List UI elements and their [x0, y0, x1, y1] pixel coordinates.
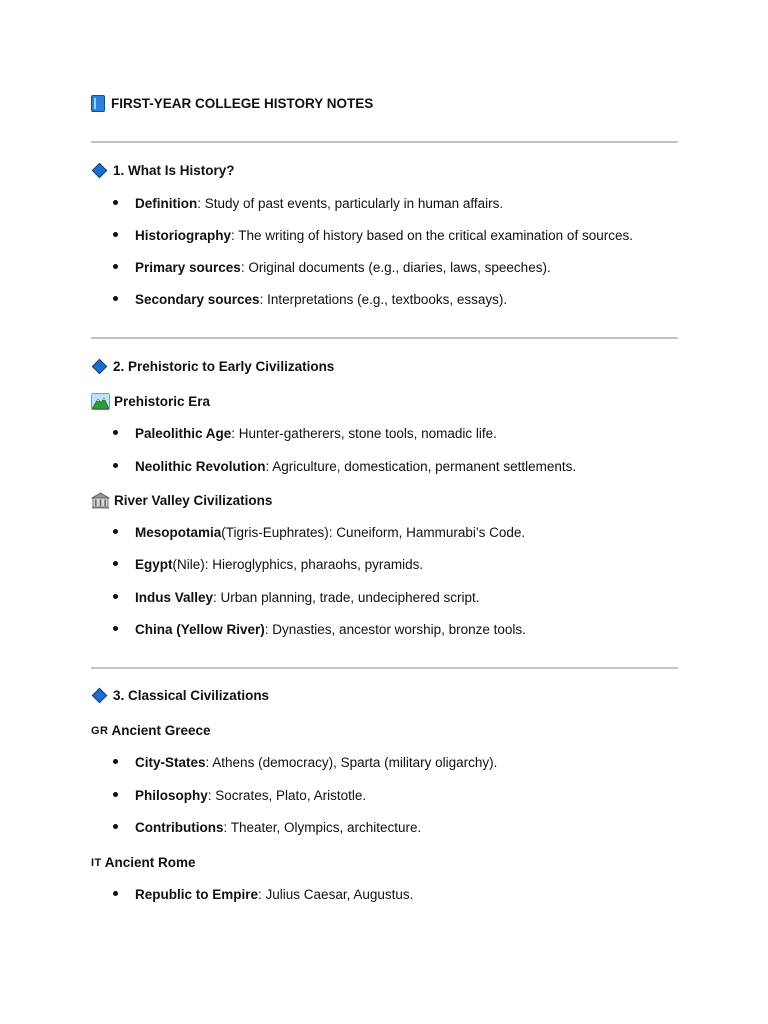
list-item-term: Philosophy: [135, 788, 208, 803]
temple-icon: [91, 492, 110, 509]
list-item-term: Contributions: [135, 820, 224, 835]
subsection-heading-text: Ancient Rome: [104, 855, 196, 870]
section-heading-text: 1. What Is History?: [113, 163, 235, 178]
list-item-text: (Tigris-Euphrates): Cuneiform, Hammurabi’s Code.: [221, 525, 526, 540]
bullet: [113, 463, 118, 468]
diamond-icon: [92, 688, 108, 704]
divider: [91, 141, 678, 143]
list-item-text: : Hunter-gatherers, stone tools, nomadic life.: [231, 426, 497, 441]
bullet: [113, 296, 118, 301]
document-title-text: FIRST-YEAR COLLEGE HISTORY NOTES: [111, 96, 374, 111]
list-item: [113, 228, 633, 243]
list-item: [113, 260, 551, 275]
subsection-heading-prehistoric: [91, 393, 210, 410]
list-item-text: : Dynasties, ancestor worship, bronze tools.: [264, 622, 526, 637]
list-item: [113, 820, 421, 835]
list-item-text: : Urban planning, trade, undeciphered script.: [213, 590, 480, 605]
subsection-heading-greece: [91, 723, 211, 738]
section-heading-1: [91, 163, 235, 178]
subsection-heading-river-valley: [91, 492, 272, 509]
document-title: [91, 95, 373, 112]
list-item-term: Republic to Empire: [135, 887, 259, 902]
list-item-text: : Socrates, Plato, Aristotle.: [207, 788, 367, 803]
section-heading-text: 2. Prehistoric to Early Civilizations: [113, 359, 335, 374]
list-item: [113, 622, 526, 637]
bullet: [113, 824, 118, 829]
list-item: [113, 788, 366, 803]
subsection-heading-text: River Valley Civilizations: [114, 493, 273, 508]
subsection-heading-text: Ancient Greece: [111, 723, 211, 738]
list-item-term: Secondary sources: [135, 292, 260, 307]
bullet: [113, 891, 118, 896]
list-item-term: Mesopotamia: [135, 525, 222, 540]
list-item-term: Egypt: [135, 557, 173, 572]
list-item-term: Definition: [135, 196, 198, 211]
list-item-text: : The writing of history based on the critical examination of sources.: [231, 228, 633, 243]
list-item-text: : Study of past events, particularly in human affairs.: [197, 196, 504, 211]
list-item: [113, 525, 525, 540]
list-item-term: Paleolithic Age: [135, 426, 232, 441]
list-item-term: Historiography: [135, 228, 232, 243]
list-item-text: : Interpretations (e.g., textbooks, essays).: [259, 292, 508, 307]
bullet: [113, 200, 118, 205]
bullet: [113, 594, 118, 599]
list-item-term: China (Yellow River): [135, 622, 265, 637]
list-item: [113, 755, 497, 770]
list-item: [113, 292, 507, 307]
section-heading-3: [91, 688, 269, 703]
subsection-heading-rome: [91, 855, 196, 870]
bullet: [113, 792, 118, 797]
divider: [91, 337, 678, 339]
bullet: [113, 529, 118, 534]
list-item: [113, 887, 413, 902]
list-item-text: : Julius Caesar, Augustus.: [258, 887, 414, 902]
list-item: [113, 590, 479, 605]
book-icon: [91, 95, 105, 112]
list-item-term: Neolithic Revolution: [135, 459, 266, 474]
italy-flag-icon: IT: [91, 856, 102, 869]
list-item: [113, 459, 576, 474]
list-item-text: : Original documents (e.g., diaries, laws, speeches).: [240, 260, 551, 275]
diamond-icon: [92, 359, 108, 375]
list-item-text: : Athens (democracy), Sparta (military oligarchy).: [205, 755, 498, 770]
mountain-icon: [91, 393, 110, 410]
section-heading-text: 3. Classical Civilizations: [113, 688, 270, 703]
bullet: [113, 626, 118, 631]
list-item-term: Primary sources: [135, 260, 241, 275]
subsection-heading-text: Prehistoric Era: [114, 394, 211, 409]
list-item: [113, 426, 497, 441]
section-heading-2: [91, 359, 334, 374]
greece-flag-icon: GR: [91, 724, 109, 737]
list-item-term: Indus Valley: [135, 590, 214, 605]
divider: [91, 667, 678, 669]
bullet: [113, 232, 118, 237]
list-item-text: : Theater, Olympics, architecture.: [223, 820, 422, 835]
diamond-icon: [92, 163, 108, 179]
list-item-text: : Agriculture, domestication, permanent settlements.: [265, 459, 577, 474]
bullet: [113, 759, 118, 764]
list-item-term: City-States: [135, 755, 206, 770]
list-item: [113, 557, 423, 572]
list-item: [113, 196, 503, 211]
bullet: [113, 264, 118, 269]
bullet: [113, 561, 118, 566]
bullet: [113, 430, 118, 435]
list-item-text: (Nile): Hieroglyphics, pharaohs, pyramids.: [172, 557, 424, 572]
